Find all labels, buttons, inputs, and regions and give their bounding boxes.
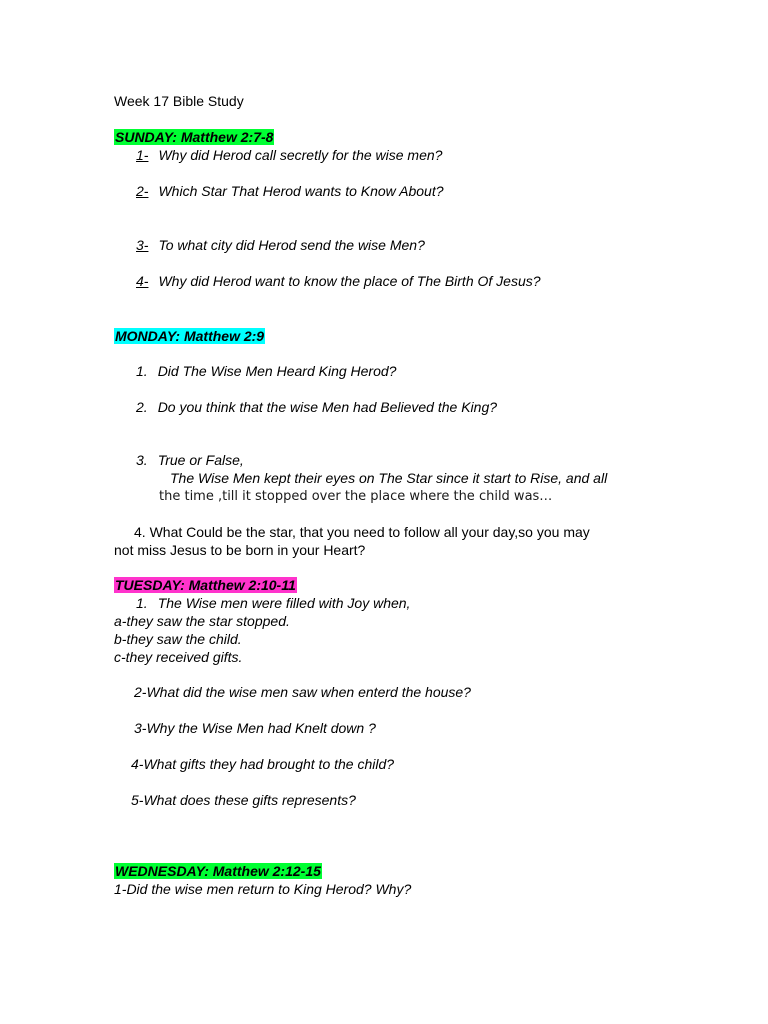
sunday-question-1 xyxy=(136,147,442,164)
sunday-question-2 xyxy=(136,183,444,200)
sunday-question-4 xyxy=(136,273,541,290)
question-number: 1. xyxy=(136,595,148,611)
tuesday-question-4: 4-What gifts they had brought to the child? xyxy=(131,756,395,772)
tuesday-option-b: b-they saw the child. xyxy=(114,631,242,647)
tuesday-question-1 xyxy=(136,595,410,612)
monday-question-3-line-2: The Wise Men kept their eyes on The Star since it start to Rise, and all xyxy=(170,470,608,486)
monday-question-3 xyxy=(136,452,244,469)
question-text: Why did Herod call secretly for the wise men? xyxy=(158,147,443,163)
question-text: Why did Herod want to know the place of The Birth Of Jesus? xyxy=(158,273,541,289)
monday-question-2 xyxy=(136,399,497,416)
monday-heading-text: MONDAY: Matthew 2:9 xyxy=(115,328,265,344)
question-text: The Wise men were filled with Joy when, xyxy=(157,595,411,611)
question-text: Do you think that the wise Men had Believed the King? xyxy=(157,399,498,415)
sunday-question-3 xyxy=(136,237,425,254)
tuesday-question-2: 2-What did the wise men saw when enterd the house? xyxy=(134,684,471,700)
question-number: 2- xyxy=(136,183,149,199)
page-title: Week 17 Bible Study xyxy=(114,93,244,109)
question-number: 1- xyxy=(136,147,149,163)
monday-question-4-line-2: not miss Jesus to be born in your Heart? xyxy=(114,542,366,558)
monday-heading xyxy=(114,328,265,345)
wednesday-heading xyxy=(114,863,322,880)
question-number: 3. xyxy=(136,452,148,468)
question-number: 3- xyxy=(136,237,149,253)
question-text: Which Star That Herod wants to Know About? xyxy=(158,183,444,199)
tuesday-heading xyxy=(114,577,297,594)
sunday-heading-text: SUNDAY: Matthew 2:7-8 xyxy=(115,129,274,145)
wednesday-question-1: 1-Did the wise men return to King Herod? Why? xyxy=(114,881,412,897)
question-text: To what city did Herod send the wise Men? xyxy=(158,237,425,253)
tuesday-option-a: a-they saw the star stopped. xyxy=(114,613,290,629)
wednesday-heading-text: WEDNESDAY: Matthew 2:12-15 xyxy=(115,863,321,879)
tuesday-question-3: 3-Why the Wise Men had Knelt down ? xyxy=(134,720,376,736)
monday-question-3-line-3: the time ,till it stopped over the place where the child was… xyxy=(159,489,553,504)
tuesday-question-5: 5-What does these gifts represents? xyxy=(131,792,356,808)
sunday-heading xyxy=(114,129,274,146)
tuesday-heading-text: TUESDAY: Matthew 2:10-11 xyxy=(115,577,296,593)
question-number: 4- xyxy=(136,273,149,289)
monday-question-4-line-1: 4. What Could be the star, that you need to follow all your day,so you may xyxy=(134,524,590,540)
tuesday-option-c: c-they received gifts. xyxy=(114,649,243,665)
question-text: Did The Wise Men Heard King Herod? xyxy=(157,363,397,379)
question-text: True or False, xyxy=(157,452,244,468)
question-number: 1. xyxy=(136,363,148,379)
question-number: 2. xyxy=(136,399,148,415)
monday-question-1 xyxy=(136,363,396,380)
